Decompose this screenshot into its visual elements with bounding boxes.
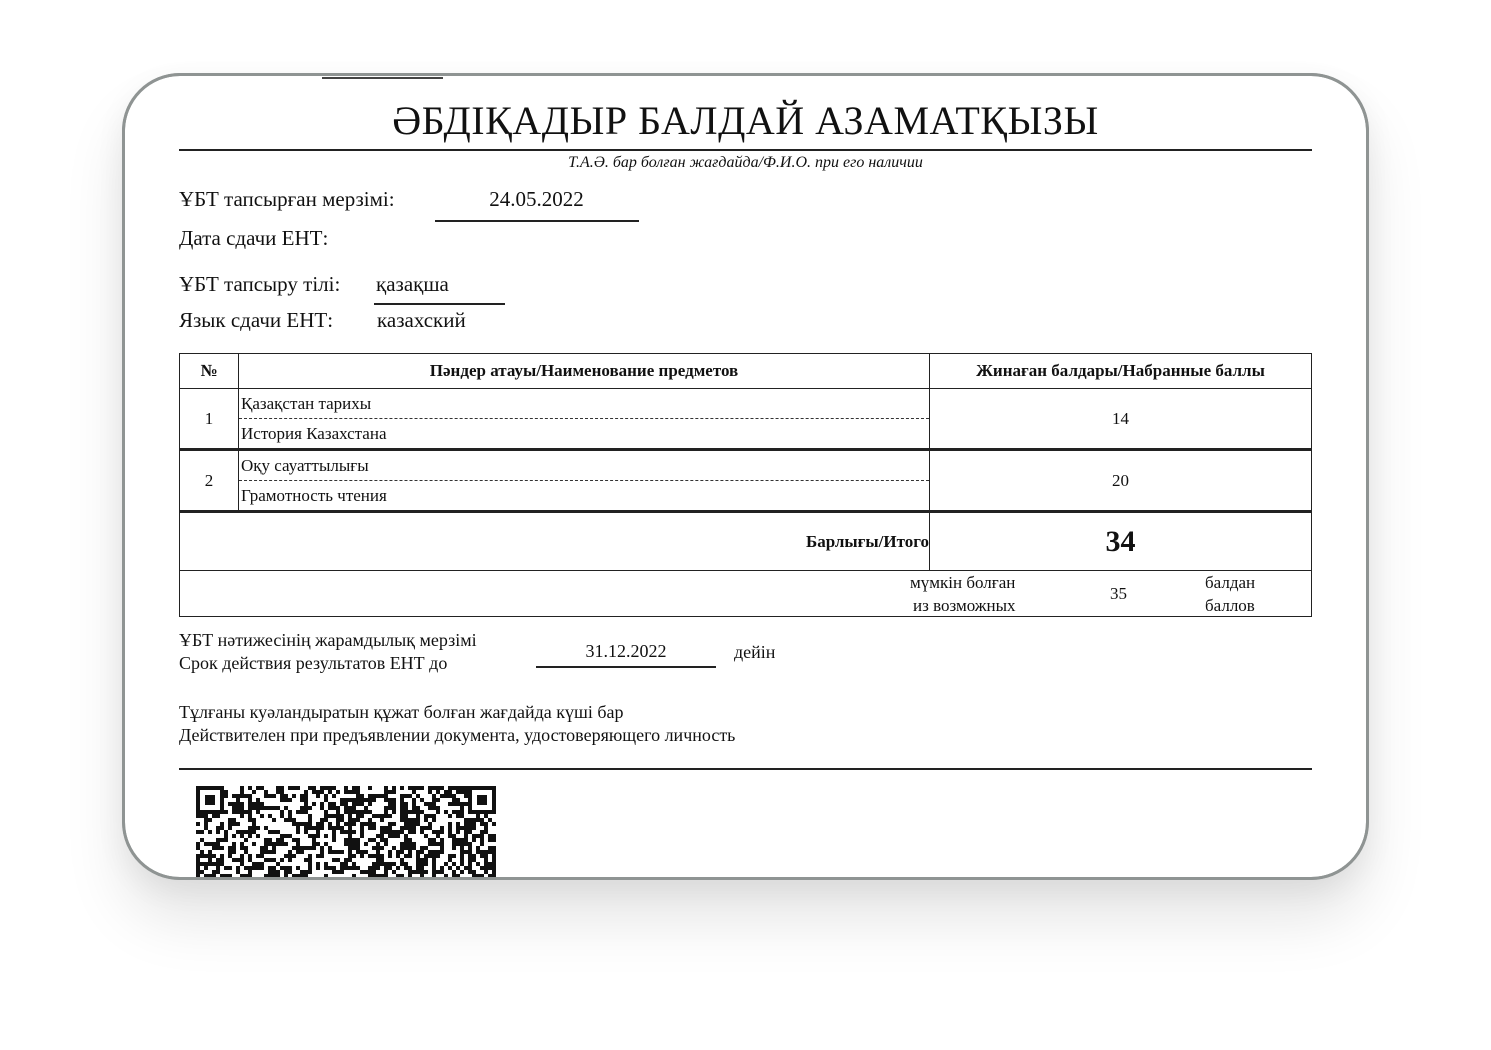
exam-language-label-ru: Язык сдачи ЕНТ: [179,308,334,332]
row-score: 14 [930,389,1312,450]
possible-label-ru: из возможных [913,596,1016,615]
exam-language-value-kz: қазақша [376,272,449,296]
row-num: 1 [180,389,239,450]
col-score-header: Жинаған балдары/Набранные баллы [930,354,1312,389]
total-value: 34 [930,512,1312,571]
validity-label-ru: Срок действия результатов ЕНТ до [179,653,448,673]
certificate-card [122,73,1369,880]
validity-underline [536,666,716,668]
name-underline [179,149,1312,151]
table-row [180,389,1312,450]
row-subject [239,389,930,450]
table-header [180,354,1312,389]
validity-label-kz: ҰБТ нәтижесінің жарамдылық мерзімі [179,630,477,650]
possible-value: 35 [1110,584,1127,603]
scores-table [179,353,1312,617]
possible-cell [180,571,1312,617]
exam-date-label-ru: Дата сдачи ЕНТ: [179,226,329,250]
col-subject-header: Пәндер атауы/Наименование предметов [239,354,930,389]
exam-language-value-ru: казахский [377,308,466,332]
notice-kz: Тұлғаны куәландыратын құжат болған жағдайда күші бар [179,702,624,722]
possible-row [180,571,1312,617]
row-subject [239,450,930,512]
exam-date-label-kz: ҰБТ тапсырған мерзімі: [179,187,395,211]
possible-suffix-kz: балдан [1205,573,1256,592]
possible-label-kz: мүмкін болған [910,573,1016,592]
qr-code-icon [196,786,496,880]
name-caption: Т.А.Ә. бар болған жағдайда/Ф.И.О. при его наличии [568,154,923,171]
exam-date-value: 24.05.2022 [489,187,584,211]
exam-language-label-kz: ҰБТ тапсыру тілі: [179,272,341,296]
subject-kz: Оқу сауаттылығы [239,451,929,481]
possible-suffix-ru: баллов [1205,596,1255,615]
top-rule [322,77,443,79]
bottom-rule [179,768,1312,770]
col-num-header: № [180,354,239,389]
exam-language-underline [374,303,505,305]
total-label: Барлығы/Итого [180,512,930,571]
row-score: 20 [930,450,1312,512]
table-row [180,450,1312,512]
subject-ru: История Казахстана [241,424,387,443]
total-row [180,512,1312,571]
row-num: 2 [180,450,239,512]
full-name: ӘБДІҚАДЫР БАЛДАЙ АЗАМАТҚЫЗЫ [392,98,1099,143]
exam-date-underline [435,220,639,222]
validity-suffix: дейін [734,642,776,662]
subject-kz: Қазақстан тарихы [239,389,929,419]
subject-ru: Грамотность чтения [241,486,387,505]
notice-ru: Действителен при предъявлении документа, удостоверяющего личность [179,725,736,745]
validity-value: 31.12.2022 [585,641,667,661]
